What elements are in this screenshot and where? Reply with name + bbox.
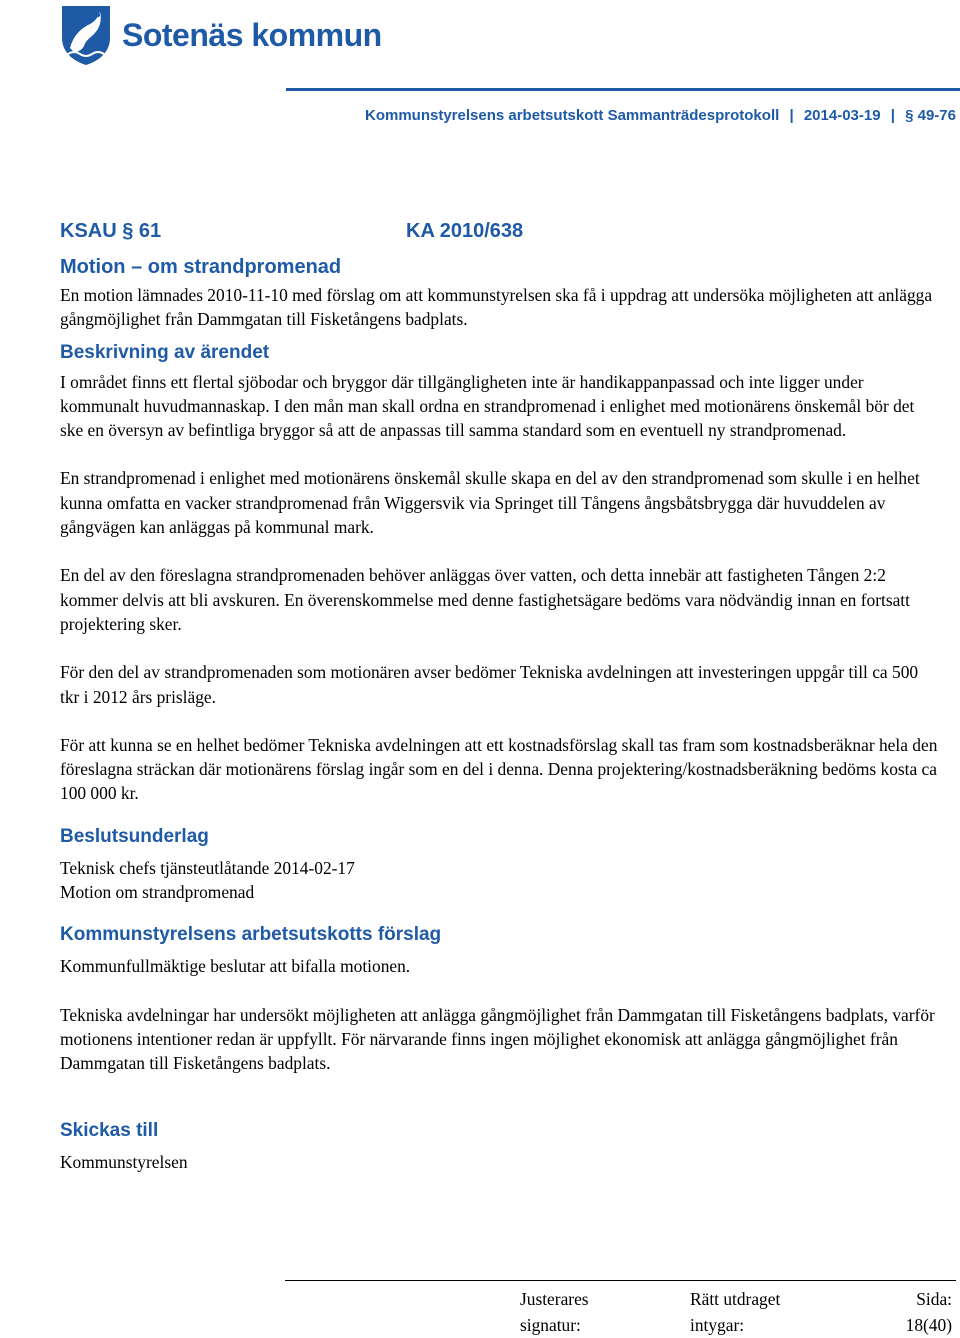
footer-ratt-utdraget: Rätt utdraget intygar: — [690, 1289, 781, 1335]
header-rule — [286, 88, 960, 91]
heading-forslag: Kommunstyrelsens arbetsutskotts förslag — [60, 924, 442, 946]
meeting-date: 2014-03-19 — [803, 107, 881, 124]
org-name: Sotenäs kommun — [122, 16, 382, 53]
footer-page: Sida: 18(40) — [905, 1289, 952, 1335]
ka-number: KA 2010/638 — [406, 220, 524, 242]
beslutsunderlag-item-2: Motion om strandpromenad — [60, 882, 255, 903]
paragraph-3: En del av den föreslagna strandpromenaden behöver anläggas över vatten, och detta innebär att fastigheten Tången 2:2 kommer delvis att bli avskuren. En överenskommelse med denne fastighetsägare bedöms vara nödvändig innan en fortsatt projektering sker. — [60, 565, 910, 634]
case-title: Motion – om strandpromenad — [60, 256, 342, 278]
paragraph-2: En strandpromenad i enlighet med motionärens önskemål skulle skapa en del av den strandpromenad som skulle i en helhet kunna omfatta en vacker strandpromenad från Wiggersvik via Springet till Tångens ångsbåtsbrygga där huvuddelen av gångvägen kan anläggas på kommunal mark. — [60, 468, 920, 538]
paragraph-4: För den del av strandpromenaden som motionären avser bedömer Tekniska avdelningen att investeringen uppgår till ca 500 tkr i 2012 års prisläge. — [60, 662, 919, 707]
beslutsunderlag-item-1: Teknisk chefs tjänsteutlåtande 2014-02-17 — [60, 857, 355, 878]
forslag-paragraph-2: Tekniska avdelningar har undersökt möjligheten att anlägga gångmöjlighet från Dammgatan till Fisketångens badplats, varför motionens intentioner redan är uppfyllt. För närvarande finns ingen möjlighet ekonomisk att anlägga gångmöjlighet från Dammgatan till Fisketångens badplats. — [60, 1004, 935, 1074]
footer-justerares: Justerares signatur: — [520, 1289, 589, 1335]
paragraph-5: För att kunna se en helhet bedömer Tekniska avdelningen att ett kostnadsförslag skall tas fram som kostnadsberäknar hela den föreslagna sträckan där motionärens förslag ingår som en del i denna. Denna projektering/kostnadsberäkning bedöms kosta ca 100 000 kr. — [60, 734, 938, 804]
forslag-paragraph-1: Kommunfullmäktige beslutar att bifalla motionen. — [60, 956, 411, 977]
coat-of-arms-icon — [60, 4, 112, 66]
intro-paragraph: En motion lämnades 2010-11-10 med förslag om att kommunstyrelsen ska få i uppdrag att undersöka möjligheten att anlägga gångmöjlighet från Dammgatan till Fisketångens badplats. — [60, 285, 933, 330]
document-body — [60, 220, 940, 1174]
footer-rule — [285, 1280, 956, 1281]
para-symbol: § — [905, 107, 914, 124]
paragraph-1: I området finns ett flertal sjöbodar och bryggor där tillgängligheten inte är handikappanpassad och inte ligger under kommunalt huvudmannaskap. I den mån man skall ordna en strandpromenad i enlighet med motionärens önskemål bör det ske en översyn av befintliga bryggor så att de anpassas till samma standard som en eventuell ny strandpromenad. — [60, 371, 915, 441]
skickas-recipient: Kommunstyrelsen — [60, 1151, 188, 1172]
heading-beslutsunderlag: Beslutsunderlag — [60, 825, 209, 847]
running-header: Kommunstyrelsens arbetsutskott Sammanträdesprotokoll | 2014-03-19 | § 49-76 — [365, 107, 956, 124]
ksau-number: KSAU § 61 — [60, 220, 162, 242]
para-range: 49-76 — [917, 107, 956, 124]
running-title: Kommunstyrelsens arbetsutskott Sammanträdesprotokoll — [365, 107, 780, 124]
heading-beskrivning: Beskrivning av ärendet — [60, 341, 270, 363]
case-line — [60, 220, 940, 250]
heading-skickas: Skickas till — [60, 1119, 159, 1141]
municipality-logo — [60, 4, 382, 66]
